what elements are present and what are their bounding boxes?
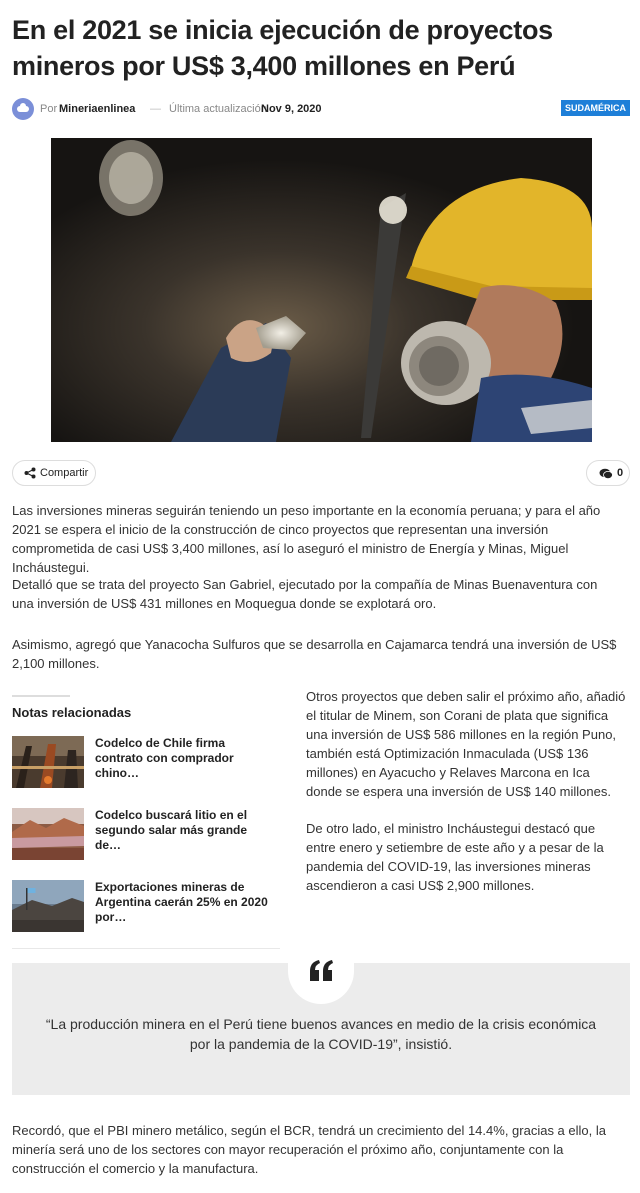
- related-heading: Notas relacionadas: [12, 705, 132, 720]
- body-paragraph: Otros proyectos que deben salir el próximo año, añadió el titular de Minem, son Corani de plata que significa una inversión de US$ 586 millones en la región Puno, también está Optimización Inmaculada (US$ 136 millones) en Ayacucho y Relaves Marcona en Ica donde se espera una inversión de US$ 140 millones.: [306, 689, 626, 799]
- related-divider: [12, 948, 280, 949]
- comments-icon: [599, 468, 613, 480]
- body-paragraph: De otro lado, el ministro Incháustegui destacó que entre enero y setiembre de este año y a pesar de la pandemia del COVID-19, las inversiones mineras ascendieron a casi US$ 2,900 millones.: [306, 821, 604, 893]
- quote-text: “La producción minera en el Perú tiene buenos avances en medio de la crisis económica por la pandemia de la COVID-19”, insistió.: [45, 1016, 597, 1052]
- body-paragraph: Asimismo, agregó que Yanacocha Sulfuros que se desarrolla en Cajamarca tendrá una inversión de US$ 2,100 millones.: [12, 637, 617, 671]
- related-item[interactable]: [12, 880, 280, 934]
- related-notes: [12, 695, 280, 955]
- author-avatar[interactable]: [12, 98, 34, 120]
- related-item[interactable]: [12, 736, 280, 790]
- related-thumbnail[interactable]: [12, 880, 84, 932]
- body-paragraph: Recordó, que el PBI minero metálico, según el BCR, tendrá un crecimiento del 14.4%, gracias a ello, la minería será uno de los sectores con mayor recuperación el próximo año, conjuntamente con la construcción el comercio y la manufactura.: [12, 1123, 606, 1176]
- author-link[interactable]: Mineriaenlinea: [59, 103, 136, 115]
- comment-count: 0: [617, 467, 624, 479]
- article-title: En el 2021 se inicia ejecución de proyectos mineros por US$ 3,400 millones en Perú: [12, 15, 553, 81]
- body-paragraph: Las inversiones mineras seguirán teniendo un peso importante en la economía peruana; y para el año 2021 se espera el inicio de la construcción de cinco proyectos que representan una inversión comprometida de casi US$ 3,400 millones, así lo aseguró el ministro de Energía y Minas, Miguel Incháustegui.: [12, 503, 601, 575]
- share-button[interactable]: [12, 460, 96, 486]
- related-title[interactable]: Codelco de Chile firma contrato con comprador chino…: [95, 736, 234, 780]
- body-paragraph: Detalló que se trata del proyecto San Gabriel, ejecutado por la compañía de Minas Buenaventura con una inversión de US$ 431 millones en Moquegua donde se explotará oro.: [12, 577, 598, 611]
- publish-date: Nov 9, 2020: [261, 103, 322, 115]
- related-thumbnail[interactable]: [12, 808, 84, 860]
- argentina-mine-thumbnail: [12, 880, 84, 932]
- article-meta: [12, 98, 630, 122]
- share-icon: [24, 467, 36, 479]
- cloud-icon: [17, 106, 29, 112]
- related-item[interactable]: [12, 808, 280, 862]
- comments-button[interactable]: [586, 460, 630, 486]
- share-label: Compartir: [40, 467, 89, 479]
- related-title[interactable]: Exportaciones mineras de Argentina caerán 25% en 2020 por…: [95, 880, 268, 924]
- mine-plant-thumbnail: [12, 736, 84, 788]
- salt-flat-thumbnail: [12, 808, 84, 860]
- by-label: Por: [40, 103, 58, 115]
- meta-separator: —: [150, 103, 161, 115]
- hero-image: [51, 138, 592, 442]
- quote-icon: [308, 959, 334, 983]
- related-thumbnail[interactable]: [12, 736, 84, 788]
- miner-photo: [51, 138, 592, 442]
- category-badge[interactable]: SUDAMÉRICA: [561, 100, 630, 116]
- related-divider: [12, 695, 70, 697]
- related-title[interactable]: Codelco buscará litio en el segundo salar más grande de…: [95, 808, 248, 852]
- updated-label: Última actualización: [169, 103, 267, 115]
